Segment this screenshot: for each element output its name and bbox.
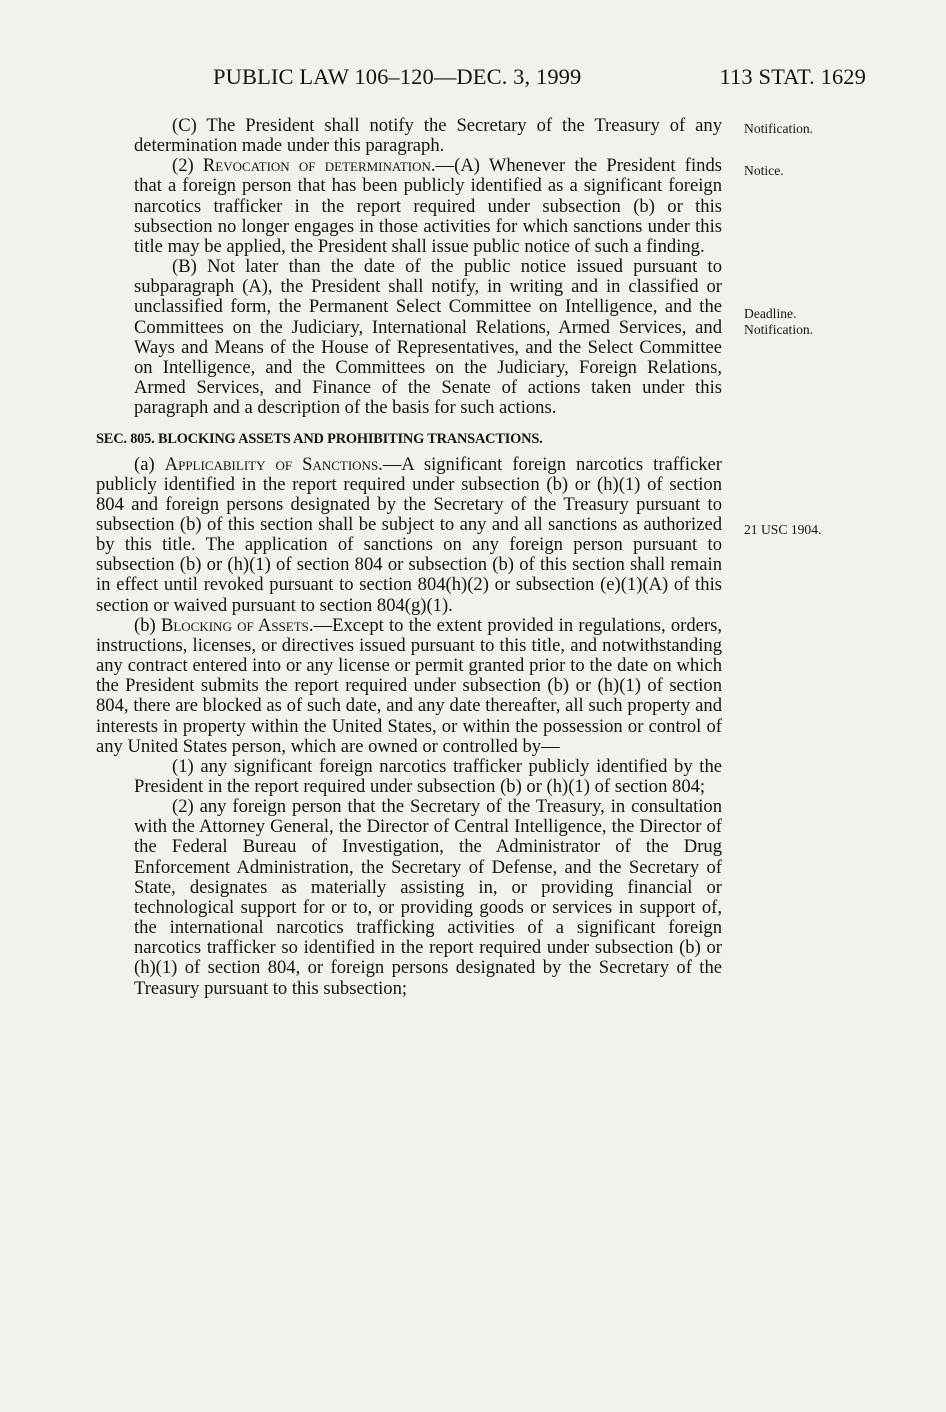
subsection-b-text: —Except to the extent provided in regulations, orders, instructions, licenses, or directives issued pursuant to this title, and notwithstanding any contract entered into or any license or permit granted prior to the date on which the President submits the report required under subsection (b) or (h)(1) of section 804, there are blocked as of such date, and any date thereafter, all such property and interests in property within the United States, or within the possession or control of any United States person, which are owned or controlled by—: [96, 614, 723, 757]
item-2: (2) any foreign person that the Secretary of the Treasury, in consultation with the Attorney General, the Director of Central Intelligence, the Director of the Federal Bureau of Investigation, the Administrator of the Drug Enforcement Administration, the Secretary of Defense, and the Secretary of State, designates as materially assisting in, or providing financial or technological support for or to, or providing goods or services in support of, the international narcotics trafficking activities of a significant foreign narcotics trafficker so identified in the report required under subsection (b) or (h)(1) of section 804, or foreign persons designated by the Secretary of the Treasury pursuant to this subsection;: [134, 796, 722, 999]
paragraph-2-text: —(A) Whenever the President finds that a foreign person that has been publicly identified as a significant foreign narcotics trafficker in the report required under subsection (b) or this subsection no longer engages in those activities for which sanctions under this title may be applied, the President shall issue public notice of such a finding.: [134, 155, 722, 257]
subsection-a-text: —A significant foreign narcotics trafficker publicly identified in the report required under subsection (b) or (h)(1) of section 804 and foreign persons designated by the Secretary of the Treasury pursuant to subsection (b) of this section shall be subject to any and all sanctions as authorized by this title. The application of sanctions on any foreign person pursuant to subsection (b) or (h)(1) of section 804 or subsection (b) of this section shall remain in effect until revoked pursuant to section 804(h)(2) or subsection (e)(1)(A) of this section or waived pursuant to section 804(g)(1).: [96, 453, 722, 616]
page-header: [96, 64, 866, 94]
margin-note-notification: Notification.: [744, 121, 814, 136]
header-title: PUBLIC LAW 106–120—DEC. 3, 1999: [213, 64, 582, 89]
paragraph-b: (B) Not later than the date of the public notice issued pursuant to subparagraph (A), the President shall notify, in writing and in classified or unclassified form, the Permanent Select Committee on Intelligence, and the Committees on the Judiciary, International Relations, Armed Services, and Ways and Means of the House of Representatives, and the Select Committee on Intelligence, and the Committees on the Judiciary, Foreign Relations, Armed Services, and Finance of the Senate of actions taken under this paragraph and a description of the basis for such actions.: [134, 256, 722, 419]
margin-note-notice: Notice.: [744, 163, 784, 178]
subsection-a: [96, 455, 722, 616]
paragraph-2-heading: (2) Revocation of determination.: [172, 155, 436, 177]
margin-note-deadline: Deadline.: [744, 306, 797, 321]
margin-note-notification-2: Notification.: [744, 322, 814, 337]
subsection-b: [96, 616, 722, 757]
document-body: [96, 116, 722, 999]
paragraph-2: [96, 156, 722, 257]
statute-page-number: 113 STAT. 1629: [719, 64, 866, 89]
subsection-b-heading: Blocking of Assets.: [160, 614, 314, 636]
margin-note-usc-citation: 21 USC 1904.: [744, 522, 822, 537]
section-heading: SEC. 805. BLOCKING ASSETS AND PROHIBITING TRANSACTIONS.: [96, 431, 543, 448]
paragraph-c: (C) The President shall notify the Secretary of the Treasury of any determination made under this paragraph.: [134, 115, 722, 157]
subsection-a-heading: Applicability of Sanctions.: [164, 453, 383, 475]
item-1: (1) any significant foreign narcotics trafficker publicly identified by the President in the report required under subsection (b) or (h)(1) of section 804;: [134, 755, 722, 797]
subsection-a-label: (a): [134, 453, 155, 475]
subsection-b-label: (b): [134, 614, 156, 636]
